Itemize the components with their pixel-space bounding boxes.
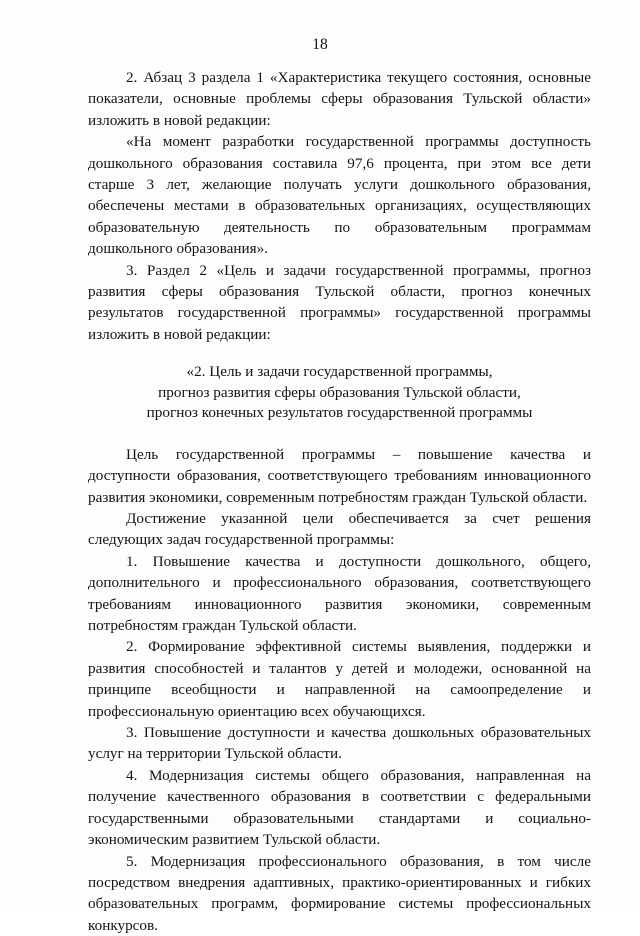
heading-line: «2. Цель и задачи государственной программы, <box>88 362 591 383</box>
section-heading <box>88 362 591 424</box>
paragraph-quoted-text: «На момент разработки государственной программы доступность дошкольного образования составила 97,6 процента, при этом все дети старше 3 лет, желающие получать услуги дошкольного образования, обеспечены местами в образовательных организациях, осуществляющих образовательную деятельность по образовательным программам дошкольного образования». <box>88 131 591 259</box>
task-item-5: 5. Модернизация профессионального образования, в том числе посредством внедрения адаптивных, практико-ориентированных и гибких образовательных программ, формирование системы профессиональных конкурсов. <box>88 851 591 936</box>
document-body <box>88 67 591 936</box>
task-item-2: 2. Формирование эффективной системы выявления, поддержки и развития способностей и талантов у детей и молодежи, основанной на принципе всеобщности и направленной на самоопределение и профессиональную ориентацию всех обучающихся. <box>88 636 591 722</box>
paragraph-goal: Цель государственной программы – повышение качества и доступности образования, соответствующего требованиям инновационного развития экономики, современным потребностям граждан Тульской области. <box>88 444 591 508</box>
paragraph-amendment-2: 2. Абзац 3 раздела 1 «Характеристика текущего состояния, основные показатели, основные проблемы сферы образования Тульской области» изложить в новой редакции: <box>88 67 591 131</box>
paragraph-amendment-3: 3. Раздел 2 «Цель и задачи государственной программы, прогноз развития сферы образования Тульской области, прогноз конечных результатов государственной программы» государственной программы изложить в новой редакции: <box>88 260 591 346</box>
heading-line: прогноз развития сферы образования Тульской области, <box>88 383 591 404</box>
paragraph-achievement: Достижение указанной цели обеспечивается за счет решения следующих задач государственной программы: <box>88 508 591 551</box>
task-item-3: 3. Повышение доступности и качества дошкольных образовательных услуг на территории Тульской области. <box>88 722 591 765</box>
task-item-4: 4. Модернизация системы общего образования, направленная на получение качественного образования в соответствии с федеральными государственными образовательными стандартами и социально-экономическим развитием Тульской области. <box>88 765 591 851</box>
task-item-1: 1. Повышение качества и доступности дошкольного, общего, дополнительного и профессионального образования, соответствующего требованиям инновационного развития экономики, современным потребностям граждан Тульской области. <box>88 551 591 637</box>
heading-line: прогноз конечных результатов государственной программы <box>88 403 591 424</box>
page-number: 18 <box>0 34 640 55</box>
